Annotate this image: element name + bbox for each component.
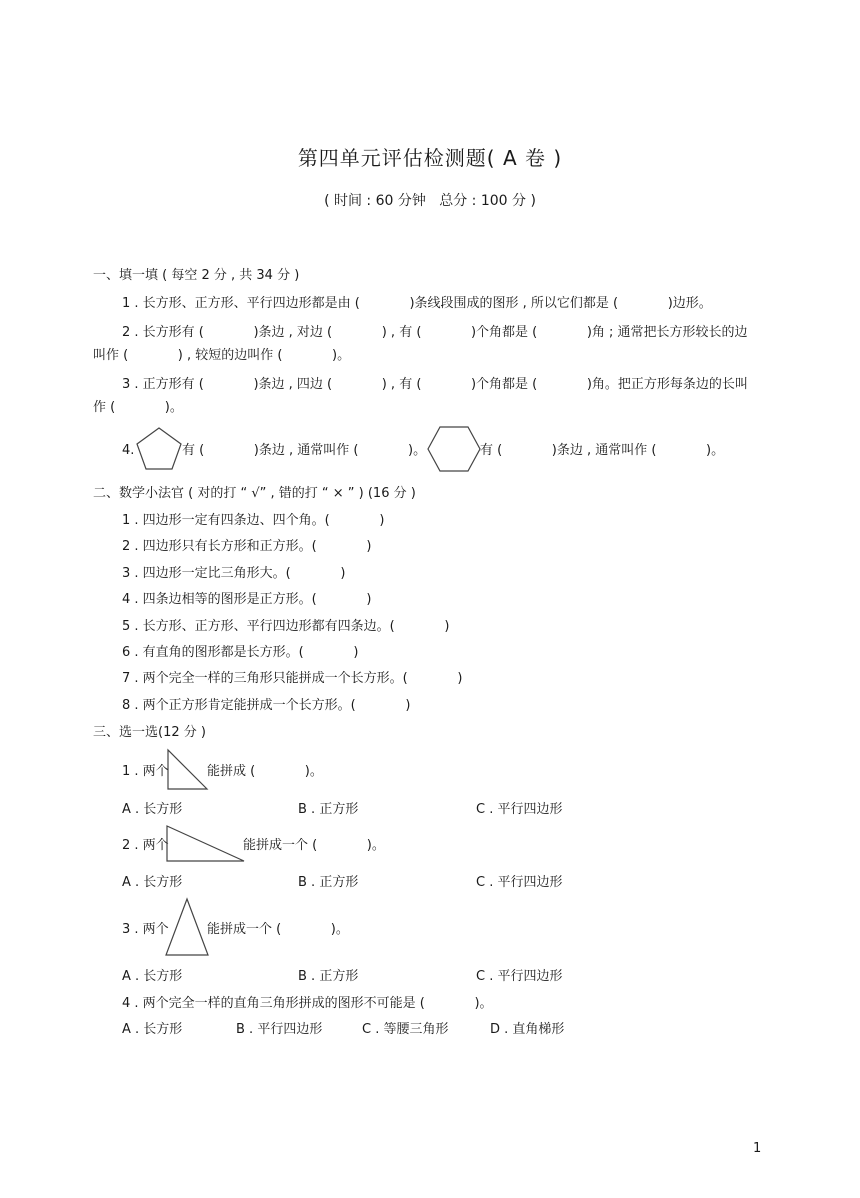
s3-q1-suffix: 能拼成 ( )。: [207, 764, 323, 779]
right-triangle-figure: [167, 749, 209, 791]
s2-item: 6 . 有直角的图形都是长方形。( ): [122, 645, 359, 660]
s3-q1-option-b: B . 正方形: [298, 802, 359, 817]
s3-q2-option-c: C . 平行四边形: [476, 875, 563, 890]
s3-q1-option-c: C . 平行四边形: [476, 802, 563, 817]
s1-q2-line2: 叫作 ( ) , 较短的边叫作 ( )。: [93, 348, 351, 363]
s1-q4-number: 4.: [122, 443, 135, 458]
section2-heading: 二、数学小法官 ( 对的打 “ √” , 错的打 “ × ” ) (16 分 ): [93, 486, 416, 501]
s3-q1-option-a: A . 长方形: [122, 802, 183, 817]
s3-q4-option-a: A . 长方形: [122, 1022, 183, 1037]
s1-q1: 1 . 长方形、正方形、平行四边形都是由 ( )条线段围成的图形 , 所以它们都是 ( )边形。: [122, 296, 712, 311]
s3-q3-option-c: C . 平行四边形: [476, 969, 563, 984]
s3-q2-suffix: 能拼成一个 ( )。: [243, 838, 385, 853]
s2-item: 3 . 四边形一定比三角形大。( ): [122, 566, 346, 581]
s1-q2-line1: 2 . 长方形有 ( )条边 , 对边 ( ) , 有 ( )个角都是 ( )角 ; 通常把长方形较长的边: [122, 325, 748, 340]
section3-heading: 三、选一选(12 分 ): [93, 725, 206, 740]
s3-q4-option-b: B . 平行四边形: [236, 1022, 323, 1037]
s3-q4: 4 . 两个完全一样的直角三角形拼成的图形不可能是 ( )。: [122, 996, 493, 1011]
page-subtitle: ( 时间 : 60 分钟 总分 : 100 分 ): [324, 193, 536, 209]
page-number: 1: [753, 1141, 762, 1156]
pentagon-figure: [135, 427, 183, 471]
s2-item: 8 . 两个正方形肯定能拼成一个长方形。( ): [122, 698, 411, 713]
s2-item: 5 . 长方形、正方形、平行四边形都有四条边。( ): [122, 619, 450, 634]
s1-q3-line1: 3 . 正方形有 ( )条边 , 四边 ( ) , 有 ( )个角都是 ( )角。把正方形每条边的长叫: [122, 377, 748, 392]
s2-item: 4 . 四条边相等的图形是正方形。( ): [122, 592, 372, 607]
s3-q4-option-d: D . 直角梯形: [490, 1022, 565, 1037]
page-title: 第四单元评估检测题( A 卷 ): [297, 146, 563, 170]
s2-item: 2 . 四边形只有长方形和正方形。( ): [122, 539, 372, 554]
s1-q4-part2: 有 ( )条边 , 通常叫作 ( )。: [480, 443, 725, 458]
s1-q4-part1: 有 ( )条边 , 通常叫作 ( )。: [182, 443, 427, 458]
s3-q2-prefix: 2 . 两个: [122, 838, 169, 853]
s2-item: 1 . 四边形一定有四条边、四个角。( ): [122, 513, 385, 528]
s2-item: 7 . 两个完全一样的三角形只能拼成一个长方形。( ): [122, 671, 463, 686]
s3-q3-suffix: 能拼成一个 ( )。: [207, 922, 349, 937]
s3-q3-option-b: B . 正方形: [298, 969, 359, 984]
s3-q2-option-b: B . 正方形: [298, 875, 359, 890]
long-right-triangle-figure: [166, 825, 246, 863]
s3-q2-option-a: A . 长方形: [122, 875, 183, 890]
hexagon-figure: [427, 426, 481, 472]
isosceles-triangle-figure: [165, 898, 209, 956]
s1-q3-line2: 作 ( )。: [93, 400, 183, 415]
s3-q3-option-a: A . 长方形: [122, 969, 183, 984]
s3-q3-prefix: 3 . 两个: [122, 922, 169, 937]
s3-q4-option-c: C . 等腰三角形: [362, 1022, 449, 1037]
section1-heading: 一、填一填 ( 每空 2 分 , 共 34 分 ): [93, 268, 300, 283]
s3-q1-prefix: 1 . 两个: [122, 764, 169, 779]
